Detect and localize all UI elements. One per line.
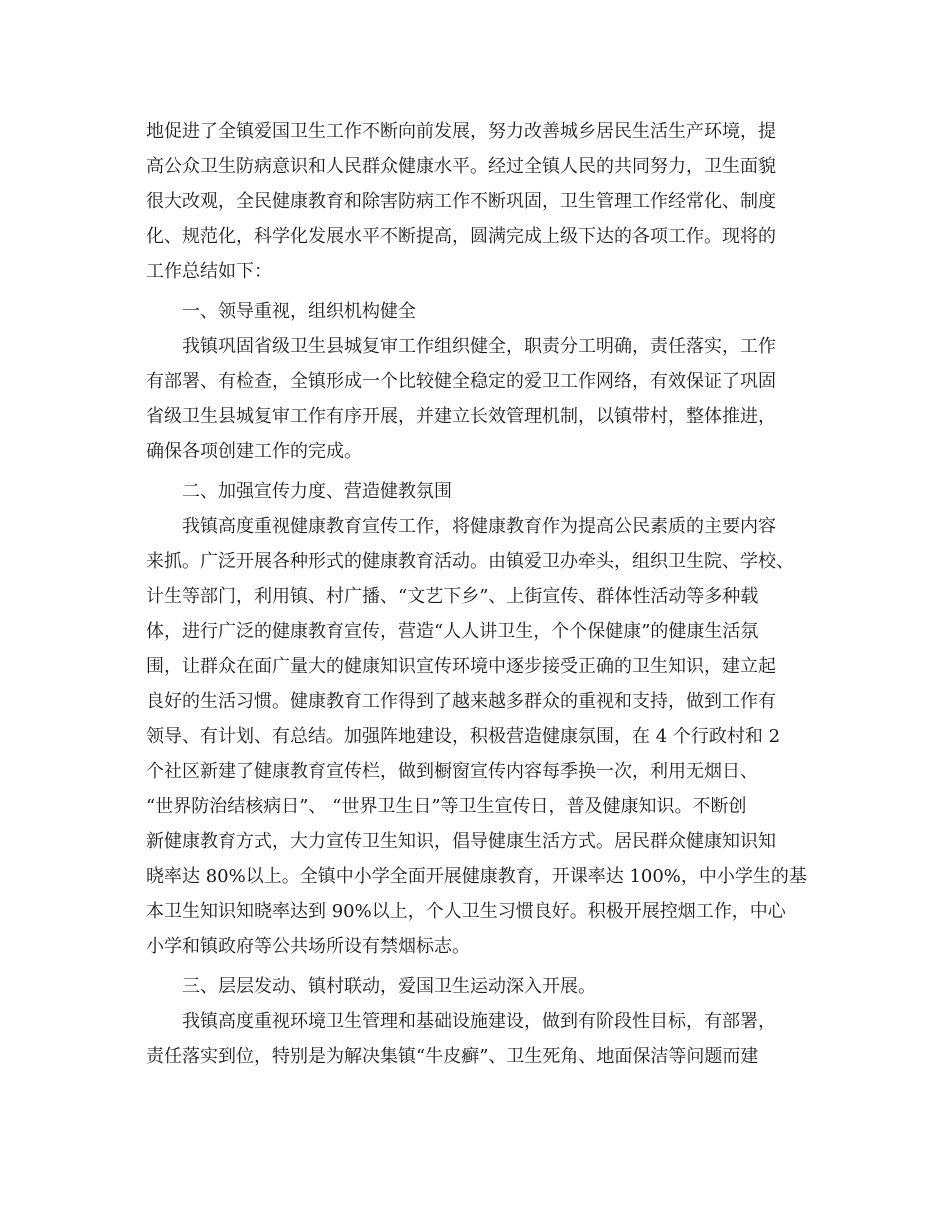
body-text-line: 新健康教育方式，大力宣传卫生知识，倡导健康生活方式。居民群众健康知识知 <box>146 831 776 852</box>
body-text-line: 小学和镇政府等公共场所设有禁烟标志。 <box>146 936 470 957</box>
body-text-line: 我镇巩固省级卫生县城复审工作组织健全，职责分工明确，责任落实，工作 <box>182 336 776 357</box>
body-text-line: 我镇高度重视健康教育宣传工作，将健康教育作为提高公民素质的主要内容 <box>182 516 776 537</box>
body-text-line: 个社区新建了健康教育宣传栏，做到橱窗宣传内容每季换一次，利用无烟日、 <box>146 761 758 782</box>
body-text-line: 确保各项创建工作的完成。 <box>146 441 362 462</box>
section-heading-2: 二、加强宣传力度、营造健教氛围 <box>182 481 452 502</box>
body-text-line: 体，进行广泛的健康教育宣传，营造“人人讲卫生，个个保健康”的健康生活氛 <box>146 621 759 642</box>
body-text-line: 责任落实到位，特别是为解决集镇“牛皮癣”、卫生死角、地面保洁等问题而建 <box>146 1046 759 1067</box>
body-text-line: “世界防治结核病日”、 “世界卫生日”等卫生宣传日，普及健康知识。不断创 <box>146 796 747 817</box>
body-text-line: 很大改观，全民健康教育和除害防病工作不断巩固，卫生管理工作经常化、制度 <box>146 191 776 212</box>
section-heading-3: 三、层层发动、镇村联动，爱国卫生运动深入开展。 <box>182 976 596 997</box>
body-text-line: 省级卫生县城复审工作有序开展，并建立长效管理机制，以镇带村，整体推进， <box>146 406 776 427</box>
body-text-line: 良好的生活习惯。健康教育工作得到了越来越多群众的重视和支持，做到工作有 <box>146 691 776 712</box>
body-text-line: 领导、有计划、有总结。加强阵地建设，积极营造健康氛围，在 4 个行政村和 2 <box>146 726 781 747</box>
body-text-line: 化、规范化，科学化发展水平不断提高，圆满完成上级下达的各项工作。现将的 <box>146 226 776 247</box>
body-text-line: 我镇高度重视环境卫生管理和基础设施建设，做到有阶段性目标，有部署， <box>182 1011 776 1032</box>
body-text-line: 本卫生知识知晓率达到 90%以上，个人卫生习惯良好。积极开展控烟工作，中心 <box>146 901 786 922</box>
body-text-line: 有部署、有检查，全镇形成一个比较健全稳定的爱卫工作网络，有效保证了巩固 <box>146 371 776 392</box>
body-text-line: 工作总结如下： <box>146 261 272 282</box>
body-text-line: 来抓。广泛开展各种形式的健康教育活动。由镇爱卫办牵头，组织卫生院、学校、 <box>146 551 794 572</box>
body-text-line: 围，让群众在面广量大的健康知识宣传环境中逐步接受正确的卫生知识，建立起 <box>146 656 776 677</box>
body-text-line: 高公众卫生防病意识和人民群众健康水平。经过全镇人民的共同努力，卫生面貌 <box>146 156 776 177</box>
body-text-line: 地促进了全镇爱国卫生工作不断向前发展，努力改善城乡居民生活生产环境，提 <box>146 121 776 142</box>
body-text-line: 晓率达 80%以上。全镇中小学全面开展健康教育，开课率达 100%，中小学生的基 <box>146 866 807 887</box>
section-heading-1: 一、领导重视，组织机构健全 <box>182 301 416 322</box>
body-text-line: 计生等部门，利用镇、村广播、“文艺下乡”、上街宣传、群体性活动等多种载 <box>146 586 759 607</box>
